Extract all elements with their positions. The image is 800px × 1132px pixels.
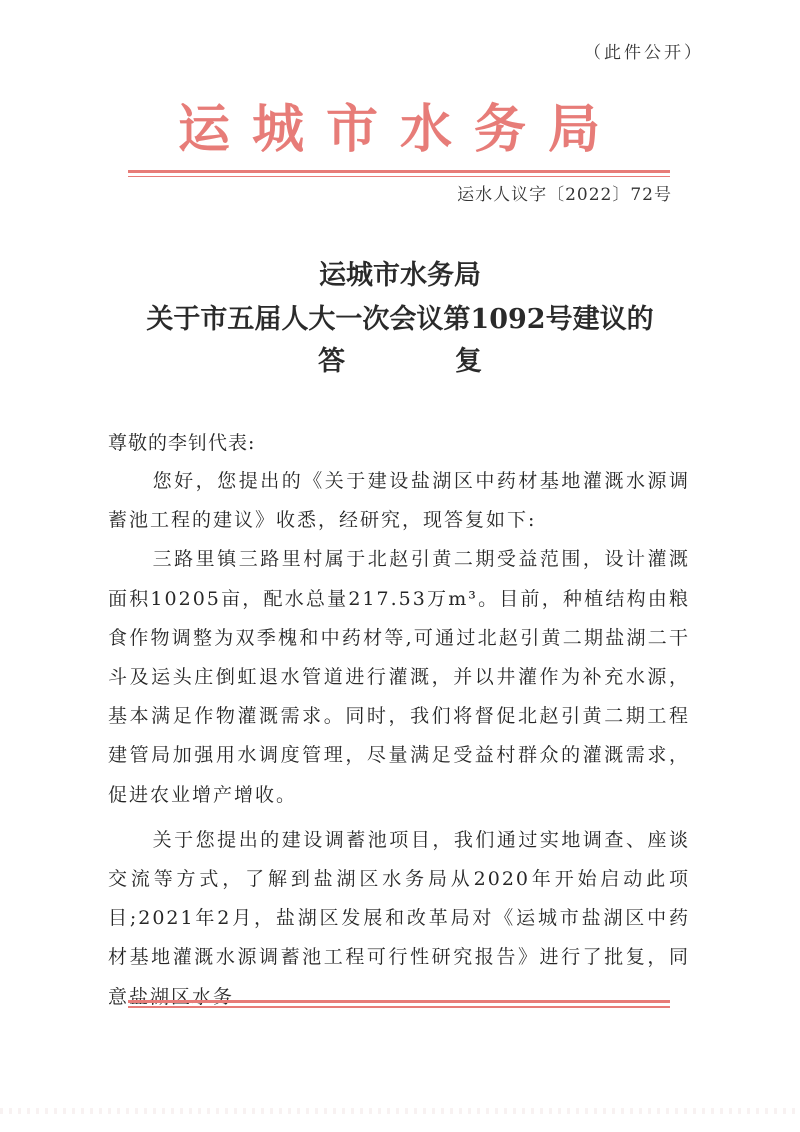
- paragraph-2: 三路里镇三路里村属于北赵引黄二期受益范围，设计灌溉面积10205亩，配水总量217.53万m³。目前，种植结构由粮食作物调整为双季槐和中药材等,可通过北赵引黄二期盐湖二干斗及运头庄倒虹退水管道进行灌溉，并以井灌作为补充水源，基本满足作物灌溉需求。同时，我们将督促北赵引黄二期工程建管局加强用水调度管理，尽量满足受益村群众的灌溉需求，促进农业增产增收。: [108, 548, 690, 806]
- title-line-3: [0, 342, 800, 382]
- title-line-1: 运城市水务局: [319, 260, 481, 291]
- paragraph-3: 关于您提出的建设调蓄池项目，我们通过实地调查、座谈交流等方式，了解到盐湖区水务局从2020年开始启动此项目;2021年2月，盐湖区发展和改革局对《运城市盐湖区中药材基地灌溉水源调蓄池工程可行性研究报告》进行了批复，同意盐湖区水务: [108, 828, 690, 1008]
- footer-red-line-thin: [128, 1006, 670, 1008]
- body-text: [108, 462, 690, 1017]
- document-number: 运水人议字〔2022〕72号: [457, 185, 672, 205]
- salutation: 尊敬的李钊代表:: [108, 432, 256, 454]
- title-line-2: 关于市五届人大一次会议第1092号建议的: [146, 304, 654, 335]
- title-answer-char-2: 复: [455, 346, 482, 377]
- paragraph-1: 您好，您提出的《关于建设盐湖区中药材基地灌溉水源调蓄池工程的建议》收悉，经研究，现答复如下:: [108, 470, 690, 532]
- header-red-line-thick: [128, 170, 670, 173]
- scan-artifact-strip: [0, 1108, 800, 1114]
- title-answer-char-1: 答: [318, 346, 345, 377]
- organization-header: 运城市水务局: [177, 99, 622, 160]
- public-disclosure-tag: （此件公开）: [584, 43, 704, 63]
- header-red-line-thin: [128, 176, 670, 177]
- footer-red-line-thick: [128, 1000, 670, 1003]
